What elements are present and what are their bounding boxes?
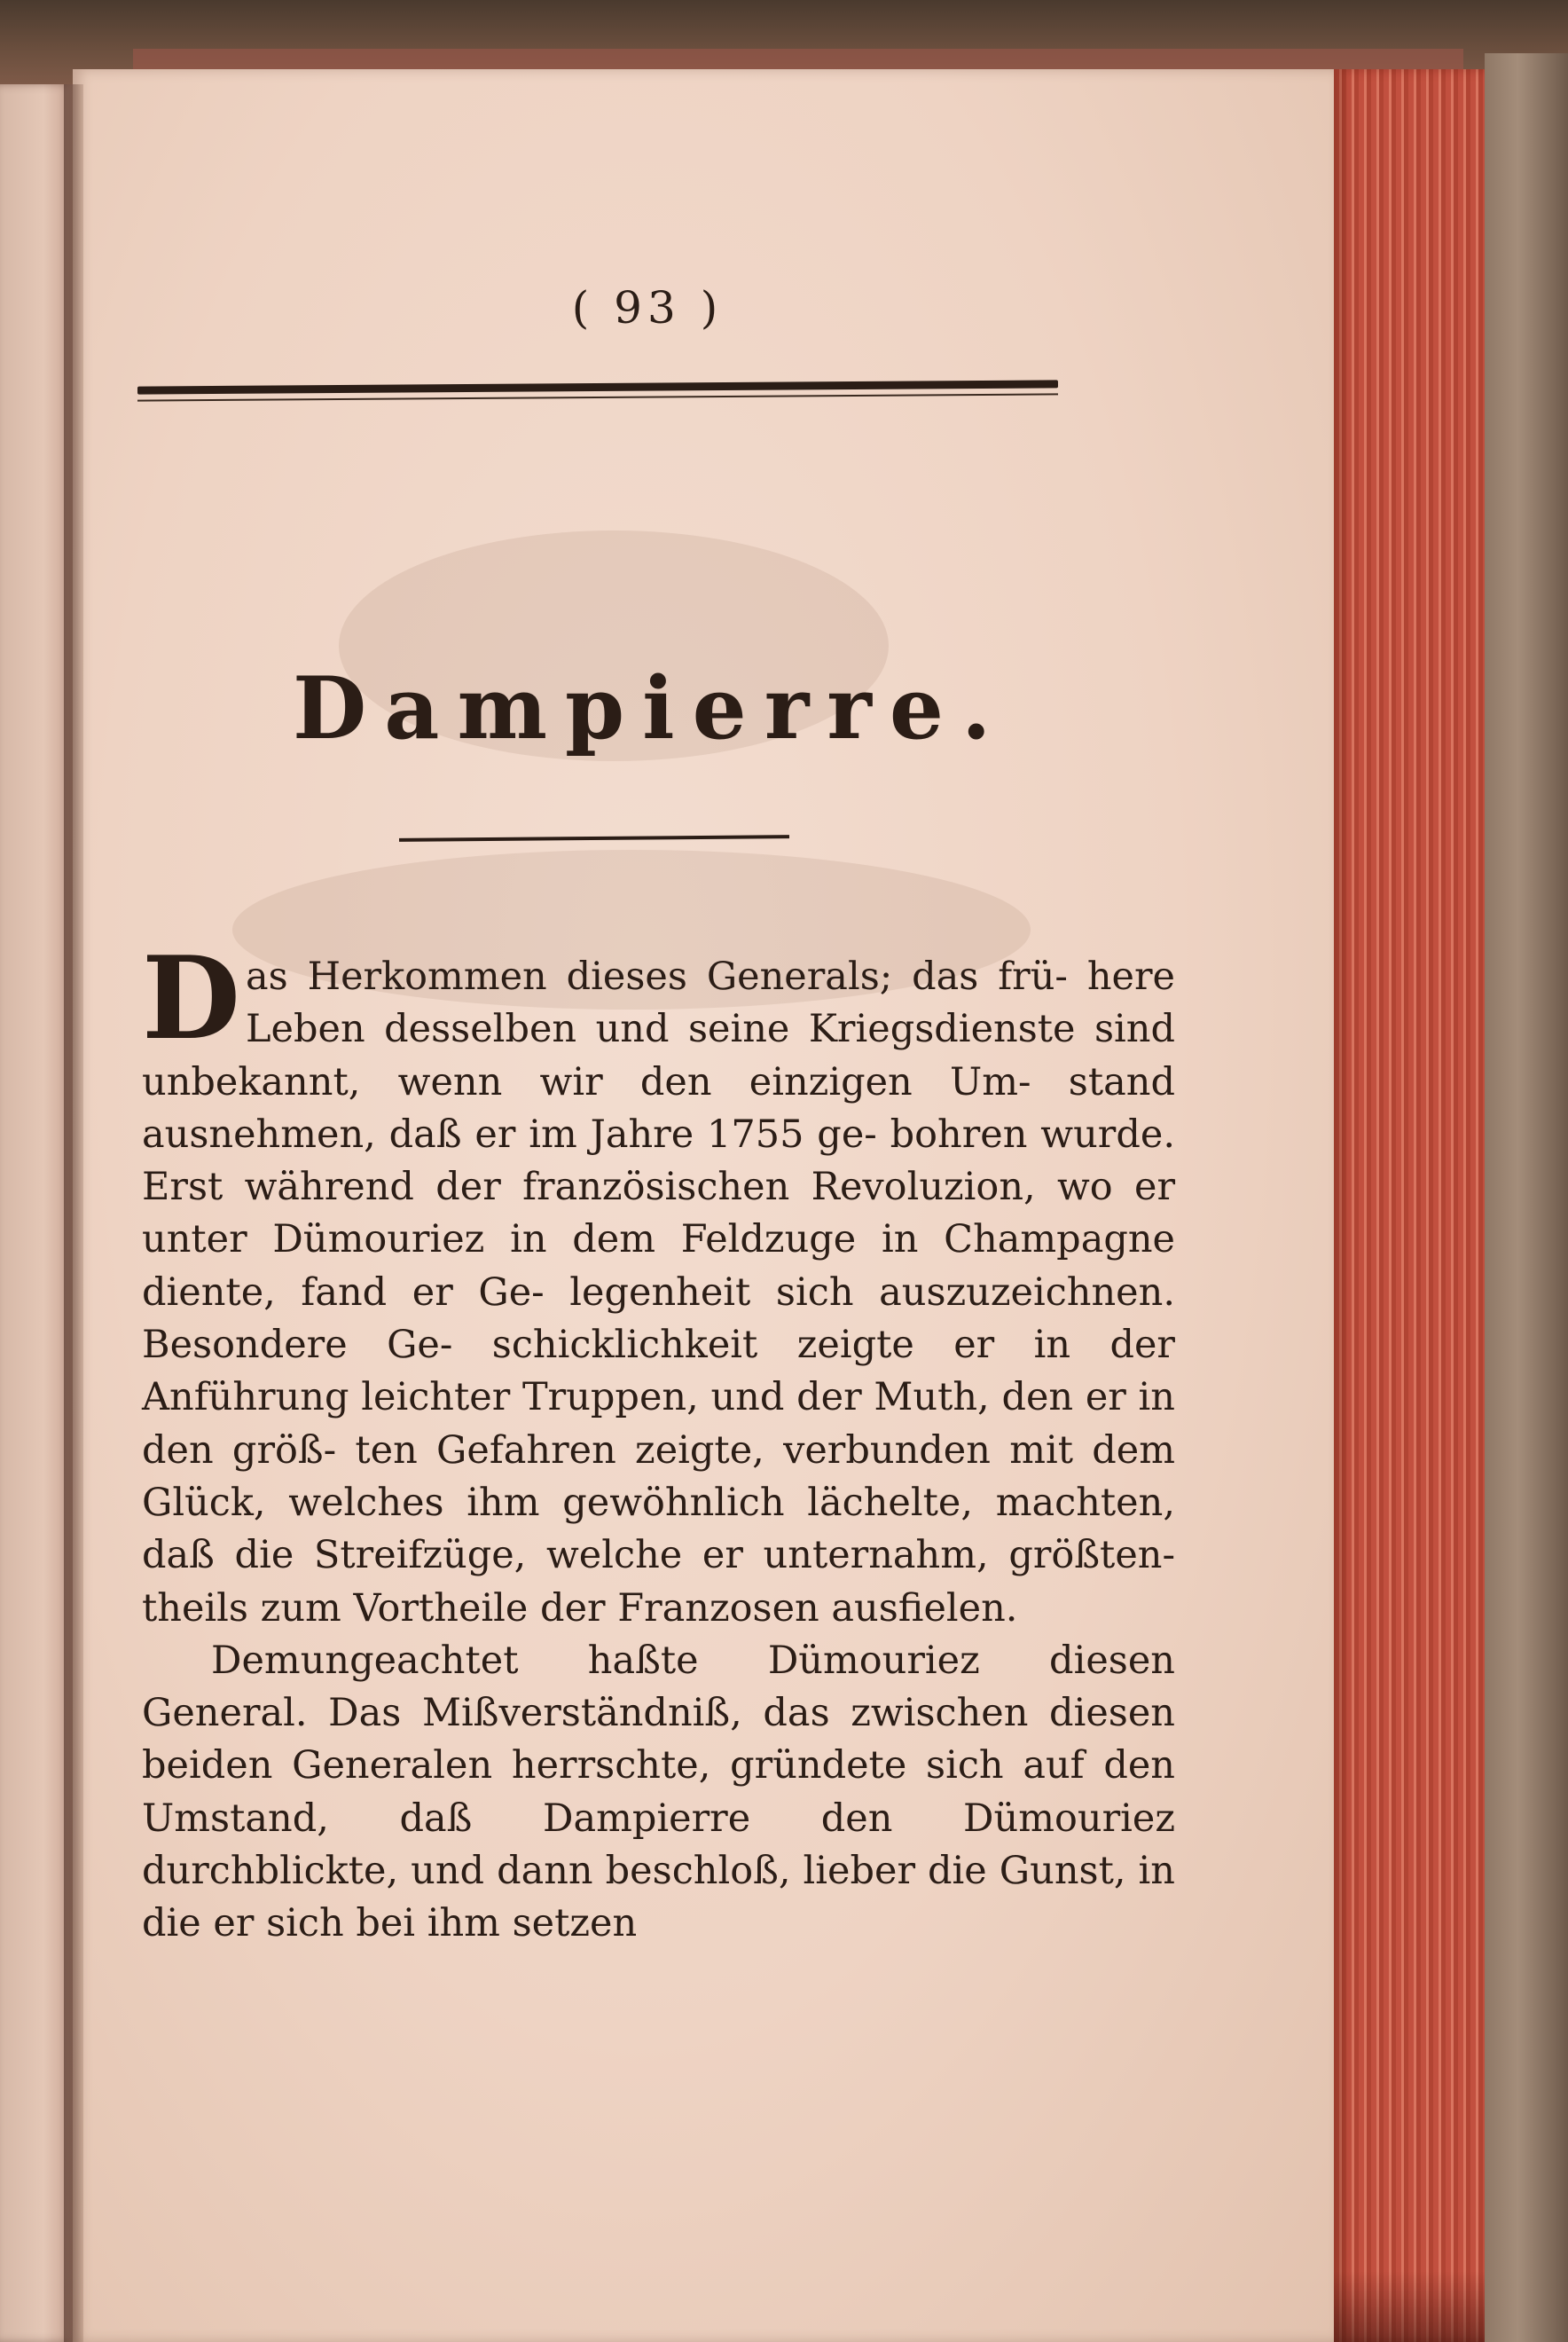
title-rule [399, 835, 789, 842]
drop-cap: D [142, 932, 240, 1065]
body-text [142, 932, 1175, 1951]
paragraph-1 [142, 932, 1175, 1635]
page-number: ( 93 ) [571, 282, 724, 334]
paragraph-2: Demungeachtet haßte Dümouriez diesen General. Das Mißverständniß, das zwischen diesen beiden Generalen herrschte, gründete sich auf den Umstand, daß Dampierre den Dümouriez durchblickte, und dann beschloß, lieber die Gunst, in die er sich bei ihm setzen [142, 1638, 1175, 1946]
header-rule [137, 380, 1058, 394]
paragraph-1-text: as Herkommen dieses Generals; das frü- here Leben desselben und seine Kriegsdienste sind unbekannt, wenn wir den einzigen Um- stand ausnehmen, daß er im Jahre 1755 ge- bohren wurde. Erst während der französischen Revoluzion, wo er unter Dümouriez in dem Feldzuge in Champagne diente, fand er Ge- legenheit sich auszuzeichnen. Besondere Ge- schicklichkeit zeigte er in der Anführung leichter Truppen, und der Muth, den er in den größ- ten Gefahren zeigte, verbunden mit dem Glück, welches ihm gewöhnlich lächelte, machten, daß die Streifzüge, welche er unternahm, größten- theils zum Vortheile der Franzosen ausfielen. [142, 955, 1175, 1631]
header-rule-thin [137, 393, 1058, 401]
chapter-title: Dampierre. [293, 658, 1009, 758]
